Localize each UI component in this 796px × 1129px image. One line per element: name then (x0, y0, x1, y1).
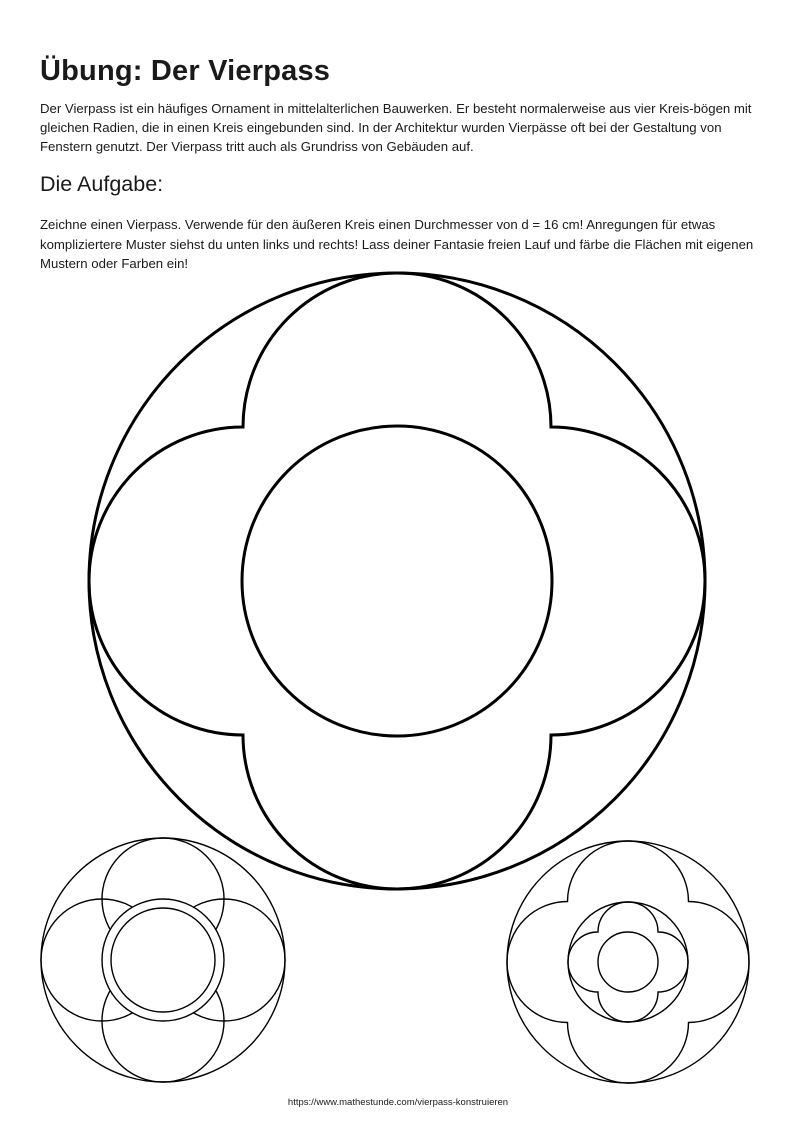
main-quatrefoil-outline (89, 273, 705, 889)
right-outer-circle (507, 841, 749, 1083)
main-inner-circle (242, 426, 552, 736)
page-title: Übung: Der Vierpass (40, 55, 331, 87)
section-heading: Die Aufgabe: (40, 172, 164, 196)
right-inner-circle (598, 932, 658, 992)
footer-url: https://www.mathestunde.com/vierpass-konstruieren (287, 1097, 509, 1108)
left-inner-ring (102, 899, 224, 1021)
right-pattern-figure (504, 838, 754, 1088)
main-outer-circle (89, 273, 705, 889)
main-quatrefoil-figure (80, 265, 720, 905)
task-paragraph: Zeichne einen Vierpass. Verwende für den äußeren Kreis einen Durchmesser von d = 16 cm! Anregungen für etwas kompliziertere Muster siehst du unten links und rechts! Lass deiner Fantasie freien Lauf und färbe die Flächen mit eigenen Mustern oder Farben ein! (40, 217, 754, 271)
right-middle-circle (568, 902, 688, 1022)
right-quatrefoil-outline (507, 841, 749, 1083)
intro-paragraph: Der Vierpass ist ein häufiges Ornament in mittelalterlichen Bauwerken. Er besteht normalerweise aus vier Kreis-bögen mit gleichen Radien, die in einen Kreis eingebunden sind. In der Architektur wurden Vierpässe oft bei der Gestaltung von Fenstern genutzt. Der Vierpass tritt auch als Grundriss von Gebäuden auf. (40, 101, 752, 154)
left-pattern-figure (38, 835, 288, 1085)
